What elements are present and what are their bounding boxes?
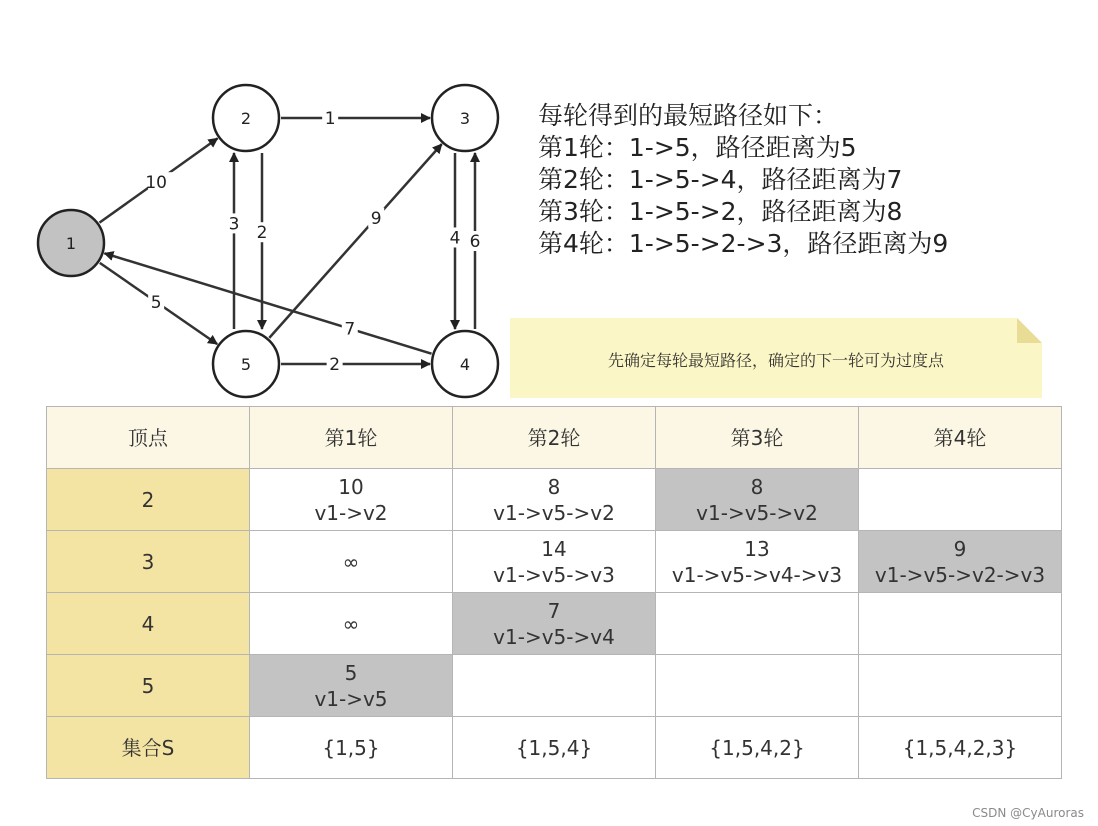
edge-5-3 [269, 144, 441, 338]
edge-4-3 [467, 153, 483, 329]
cell-path: v1->v5->v2 [696, 500, 818, 525]
set-s-label: 集合S [47, 717, 250, 779]
summary-title: 每轮得到的最短路径如下： [538, 101, 839, 130]
cell-path: v1->v5->v4 [493, 624, 615, 649]
cell-path: v1->v5->v2->v3 [874, 562, 1046, 587]
cell-path: v1->v2 [314, 500, 388, 525]
header-vertex: 顶点 [47, 407, 250, 469]
node-label-2: 2 [240, 109, 252, 128]
distance-table [46, 406, 1062, 779]
node-label-1: 1 [65, 234, 77, 253]
graph-diagram [0, 0, 520, 405]
table-cell [656, 531, 859, 593]
edge-5-4 [281, 354, 430, 375]
set-s-round-3: {1,5,4,2} [656, 717, 859, 779]
row-vertex-4: 4 [47, 593, 250, 655]
edge-line-5-3 [269, 144, 441, 338]
table-cell [250, 655, 453, 717]
edge-5-2 [226, 153, 242, 329]
edge-weight-4-3: 6 [469, 232, 481, 252]
cell-distance: 13 [744, 536, 770, 561]
edge-1-2 [99, 138, 217, 222]
cell-path: v1->v5->v3 [493, 562, 615, 587]
node-5 [213, 331, 279, 397]
summary-line-round-3: 第3轮：1->5->2，路径距离为8 [538, 197, 903, 226]
table-row [47, 655, 1062, 717]
table-cell [250, 469, 453, 531]
cell-distance: ∞ [342, 549, 360, 574]
set-s-row [47, 717, 1062, 779]
node-label-5: 5 [240, 355, 252, 374]
table-row [47, 469, 1062, 531]
edge-weight-1-2: 10 [145, 173, 167, 194]
table-cell [859, 469, 1062, 531]
set-s-round-4: {1,5,4,2,3} [859, 717, 1062, 779]
edge-weight-3-4: 4 [449, 228, 461, 249]
cell-distance: 10 [338, 474, 364, 499]
node-4 [432, 331, 498, 397]
cell-distance: ∞ [342, 611, 360, 636]
summary-line-round-4: 第4轮：1->5->2->3，路径距离为9 [538, 229, 949, 258]
sticky-note [510, 318, 1042, 398]
table-header-row [47, 407, 1062, 469]
node-1 [38, 210, 104, 276]
edge-weight-5-2: 3 [228, 214, 240, 235]
summary-line-round-1: 第1轮：1->5，路径距离为5 [538, 133, 857, 162]
table-cell [656, 593, 859, 655]
cell-distance: 14 [541, 536, 567, 561]
cell-distance: 8 [750, 474, 764, 499]
table-cell [453, 469, 656, 531]
set-s-round-2: {1,5,4} [453, 717, 656, 779]
edge-weight-2-3: 1 [324, 109, 336, 129]
edge-1-5 [100, 263, 217, 344]
cell-distance: 5 [344, 660, 358, 685]
table-cell [656, 655, 859, 717]
table-cell [250, 593, 453, 655]
watermark: CSDN @CyAuroras [972, 806, 1084, 820]
header-round-4: 第4轮 [859, 407, 1062, 469]
row-vertex-3: 3 [47, 531, 250, 593]
shortest-path-summary [538, 100, 948, 260]
table-cell [453, 593, 656, 655]
cell-distance: 9 [953, 536, 967, 561]
edge-3-4 [447, 153, 463, 329]
table-row [47, 593, 1062, 655]
node-3 [432, 85, 498, 151]
table-cell [859, 531, 1062, 593]
header-round-2: 第2轮 [453, 407, 656, 469]
edge-weight-2-5: 2 [256, 223, 268, 244]
row-vertex-2: 2 [47, 469, 250, 531]
table-row [47, 531, 1062, 593]
table-cell [859, 655, 1062, 717]
edge-weight-5-4: 2 [329, 355, 341, 375]
cell-path: v1->v5->v2 [493, 500, 615, 525]
note-folded-corner [1017, 318, 1042, 343]
header-round-3: 第3轮 [656, 407, 859, 469]
table-cell [859, 593, 1062, 655]
set-s-round-1: {1,5} [250, 717, 453, 779]
node-label-4: 4 [459, 355, 471, 374]
cell-distance: 7 [547, 598, 561, 623]
edge-weight-1-5: 5 [150, 292, 162, 313]
node-label-3: 3 [459, 109, 471, 128]
cell-path: v1->v5 [314, 686, 388, 711]
summary-line-round-2: 第2轮：1->5->4，路径距离为7 [538, 165, 903, 194]
note-text: 先确定每轮最短路径，确定的下一轮可为过度点 [607, 351, 944, 370]
table-cell [250, 531, 453, 593]
edge-weight-4-1: 7 [344, 319, 356, 340]
cell-path: v1->v5->v4->v3 [671, 562, 843, 587]
edge-weight-5-3: 9 [370, 208, 382, 229]
table-cell [453, 531, 656, 593]
header-round-1: 第1轮 [250, 407, 453, 469]
edge-2-3 [281, 108, 430, 129]
table-cell [656, 469, 859, 531]
table-cell [453, 655, 656, 717]
cell-distance: 8 [547, 474, 561, 499]
node-2 [213, 85, 279, 151]
row-vertex-5: 5 [47, 655, 250, 717]
